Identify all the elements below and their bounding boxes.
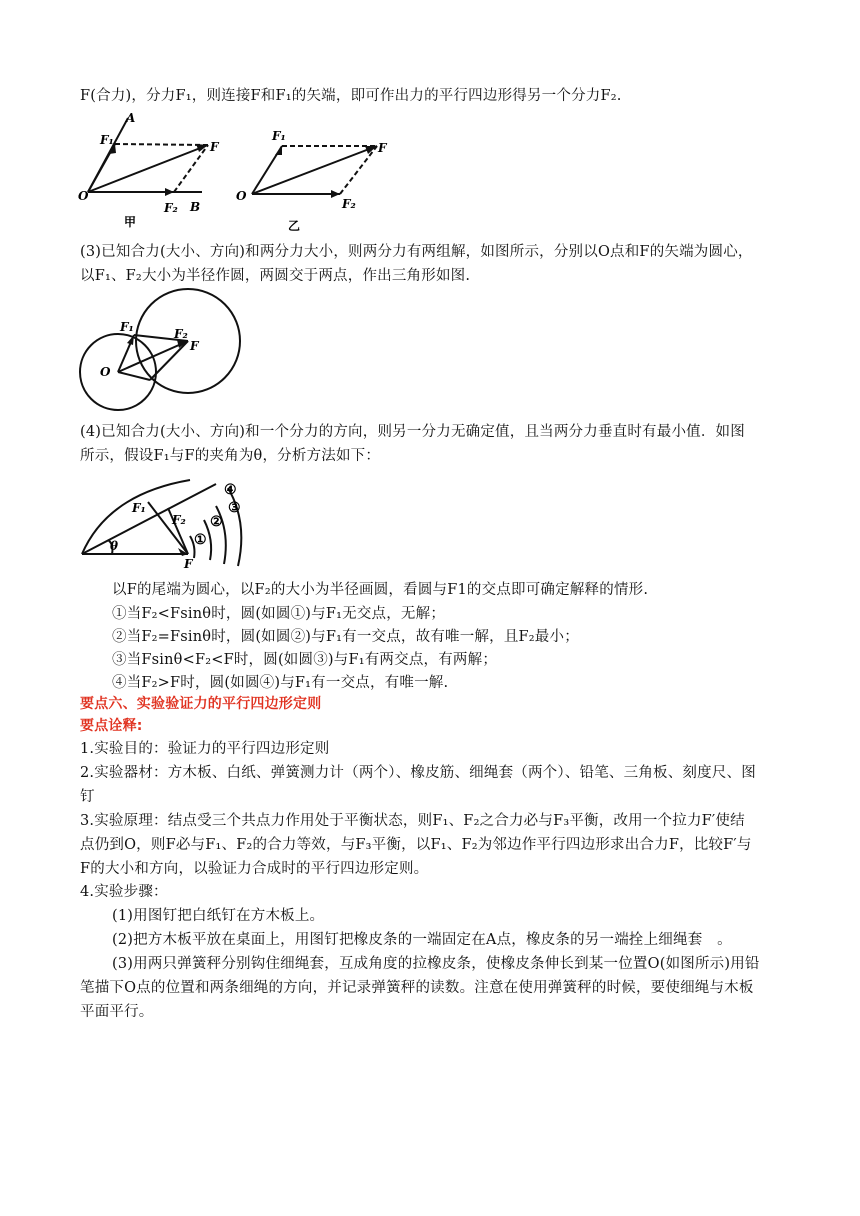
paragraph-line: 1.实验目的：验证力的平行四边形定则: [80, 741, 330, 757]
label-circle-1: ①: [194, 532, 207, 548]
list-item: ②当F₂=Fsinθ时，圆(如圆②)与F₁有一交点，故有唯一解，且F₂最小；: [112, 629, 579, 645]
step-item: (1)用图钉把白纸钉在方木板上。: [112, 908, 325, 924]
two-circles-figure: [78, 288, 248, 414]
label-F2: F₂: [342, 197, 356, 211]
paragraph-line: 钉: [80, 789, 95, 805]
paragraph-line: 以F的尾端为圆心，以F₂的大小为半径画圆，看圆与F1的交点即可确定解释的情形.: [112, 582, 649, 598]
label-O: O: [100, 365, 111, 379]
label-theta: θ: [110, 539, 119, 553]
arcs-figure: [78, 474, 258, 570]
list-item: ④当F₂>F时，圆(如圆④)与F₁有一交点，有唯一解.: [112, 675, 449, 691]
label-F1: F₁: [272, 129, 286, 143]
label-circle-2: ②: [210, 514, 223, 530]
paragraph-line: 所示，假设F₁与F的夹角为θ，分析方法如下：: [80, 448, 381, 464]
label-O: O: [78, 189, 89, 203]
label-F2: F₂: [172, 513, 186, 527]
label-O: O: [236, 189, 247, 203]
dashed-side-top: [115, 144, 208, 145]
label-F: F: [210, 140, 219, 154]
label-F1: F₁: [100, 133, 114, 147]
paragraph-line: (4)已知合力(大小、方向)和一个分力的方向，则另一分力无确定值，且当两分力垂直时有最小值．如图: [80, 424, 745, 440]
subheading: 要点诠释:: [80, 718, 143, 734]
list-item: ③当Fsinθ<F₂<F时，圆(如圆③)与F₁有两交点，有两解；: [112, 652, 498, 668]
step-item: (3)用两只弹簧秤分别钩住细绳套，互成角度的拉橡皮条，使橡皮条伸长到某一位置O(如图所示)用铅: [112, 956, 760, 972]
label-circle-4: ④: [224, 482, 237, 498]
paragraph-line: F的大小和方向，以验证力合成时的平行四边形定则。: [80, 861, 429, 877]
paragraph-line: F(合力)，分力F₁，则连接F和F₁的矢端，即可作出力的平行四边形得另一个分力F₂.: [80, 88, 622, 104]
vector-F: [252, 146, 377, 194]
label-F: F: [378, 141, 387, 155]
label-F2: F₂: [174, 327, 188, 341]
paragraph-line: 平面平行。: [80, 1004, 154, 1020]
caption-yi: 乙: [288, 219, 301, 233]
label-F: F: [184, 557, 193, 570]
arrowhead-F: [196, 144, 208, 152]
paragraph-line: 3.实验原理：结点受三个共点力作用处于平衡状态，则F₁、F₂之合力必与F₃平衡，改用一个拉力F′使结: [80, 813, 745, 829]
label-F1: F₁: [120, 320, 134, 334]
paragraph-line: 笔描下O点的位置和两条细绳的方向，并记录弹簧秤的读数。注意在使用弹簧秤的时候，要使细绳与木板: [80, 980, 754, 996]
vector-F1-lower: [118, 372, 150, 380]
label-B: B: [190, 200, 201, 214]
parallelogram-figure-yi: [232, 128, 392, 238]
label-A: A: [126, 111, 136, 125]
paragraph-line: (3)已知合力(大小、方向)和两分力大小，则两分力有两组解，如图所示，分别以O点和F的矢端为圆心，: [80, 244, 753, 260]
vector-F2-lower: [150, 341, 188, 380]
arrowhead-F2: [331, 190, 340, 198]
step-item: (2)把方木板平放在桌面上，用图钉把橡皮条的一端固定在A点，橡皮条的另一端拴上细绳套 。: [112, 932, 732, 948]
label-F2: F₂: [164, 201, 178, 215]
paragraph-line: 以F₁、F₂大小为半径作圆，两圆交于两点，作出三角形如图.: [80, 268, 471, 284]
paragraph-line: 点仍到O，则F必与F₁、F₂的合力等效，与F₃平衡，以F₁、F₂为邻边作平行四边形求出合力F，比较F′与: [80, 837, 752, 853]
label-F1: F₁: [132, 501, 146, 515]
label-circle-3: ③: [228, 500, 241, 516]
label-F: F: [190, 339, 199, 353]
section-heading: 要点六、实验验证力的平行四边形定则: [80, 696, 322, 712]
paragraph-line: 4.实验步骤：: [80, 884, 168, 900]
parallelogram-figure-jia: [76, 110, 226, 228]
paragraph-line: 2.实验器材：方木板、白纸、弹簧测力计（两个）、橡皮筋、细绳套（两个）、铅笔、三角板、刻度尺、图: [80, 765, 756, 781]
arrowhead-F2: [165, 188, 174, 196]
list-item: ①当F₂<Fsinθ时，圆(如圆①)与F₁无交点，无解；: [112, 606, 446, 622]
caption-jia: 甲: [124, 215, 137, 228]
